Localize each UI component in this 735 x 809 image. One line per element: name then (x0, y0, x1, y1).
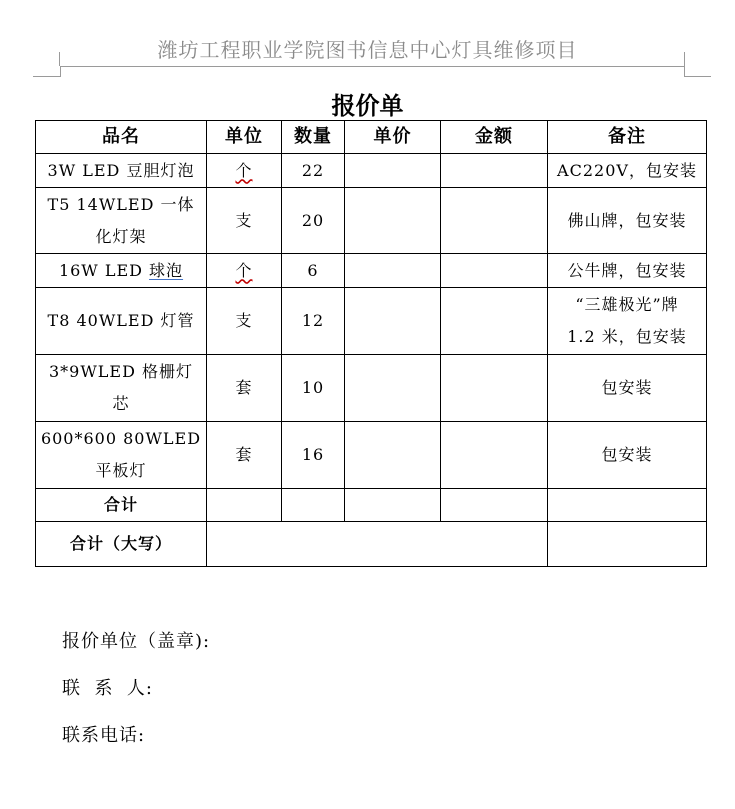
cell-amount (441, 355, 548, 422)
cell-name: 600*600 80WLED 平板灯 (36, 422, 207, 489)
phone-label: 联系电话: (62, 725, 146, 746)
cell-note: “三雄极光”牌 1.2 米，包安装 (548, 288, 707, 355)
cell-name: 3*9WLED 格栅灯 芯 (36, 355, 207, 422)
corner-mark-right (684, 66, 711, 77)
cell-amount (441, 188, 548, 254)
col-header-amount: 金额 (441, 121, 548, 154)
contact-label: 联 系 人: (62, 678, 153, 699)
col-header-unit: 单位 (207, 121, 282, 154)
table-row (36, 288, 707, 355)
page-title: 报价单 (331, 91, 404, 120)
table-row (36, 422, 707, 489)
corner-mark-left-vertical (59, 52, 60, 66)
table-row (36, 154, 707, 188)
cell-amount (441, 254, 548, 288)
total-caps-row (36, 522, 707, 567)
cell-amount (441, 422, 548, 489)
table-row (36, 254, 707, 288)
cell-qty: 10 (282, 355, 345, 422)
cell-unit: 套 (207, 355, 282, 422)
cell-price (345, 355, 441, 422)
col-header-price: 单价 (345, 121, 441, 154)
cell-unit: 套 (207, 422, 282, 489)
total-caps-value (207, 522, 548, 567)
cell-price (345, 188, 441, 254)
table-row (36, 188, 707, 254)
cell-unit: 支 (207, 188, 282, 254)
quote-unit-label: 报价单位（盖章): (62, 631, 211, 652)
total-qty-cell (282, 489, 345, 522)
total-amount-cell (441, 489, 548, 522)
cell-note: 佛山牌，包安装 (548, 188, 707, 254)
corner-mark-left (33, 66, 61, 77)
cell-unit: 个 (207, 254, 282, 288)
total-price-cell (345, 489, 441, 522)
cell-qty: 6 (282, 254, 345, 288)
cell-qty: 22 (282, 154, 345, 188)
cell-price (345, 422, 441, 489)
cell-price (345, 254, 441, 288)
total-note-cell (548, 489, 707, 522)
total-caps-label: 合计（大写） (36, 522, 207, 567)
cell-name: 3W LED 豆胆灯泡 (36, 154, 207, 188)
cell-amount (441, 154, 548, 188)
cell-name: T5 14WLED 一体 化灯架 (36, 188, 207, 254)
total-caps-note (548, 522, 707, 567)
col-header-name: 品名 (36, 121, 207, 154)
cell-name: T8 40WLED 灯管 (36, 288, 207, 355)
total-label: 合计 (36, 489, 207, 522)
cell-price (345, 154, 441, 188)
cell-qty: 16 (282, 422, 345, 489)
cell-unit: 支 (207, 288, 282, 355)
cell-unit: 个 (207, 154, 282, 188)
table-header-row (36, 121, 707, 154)
cell-note: 包安装 (548, 355, 707, 422)
document-header: 潍坊工程职业学院图书信息中心灯具维修项目 (157, 38, 578, 62)
cell-qty: 12 (282, 288, 345, 355)
cell-qty: 20 (282, 188, 345, 254)
cell-name: 16W LED 球泡 (36, 254, 207, 288)
quote-table (35, 120, 707, 567)
corner-mark-right-vertical (684, 52, 685, 66)
header-rule (60, 66, 685, 67)
cell-note: 公牛牌，包安装 (548, 254, 707, 288)
col-header-note: 备注 (548, 121, 707, 154)
col-header-qty: 数量 (282, 121, 345, 154)
cell-amount (441, 288, 548, 355)
cell-note: 包安装 (548, 422, 707, 489)
cell-price (345, 288, 441, 355)
total-unit-cell (207, 489, 282, 522)
total-row (36, 489, 707, 522)
cell-note: AC220V，包安装 (548, 154, 707, 188)
table-row (36, 355, 707, 422)
